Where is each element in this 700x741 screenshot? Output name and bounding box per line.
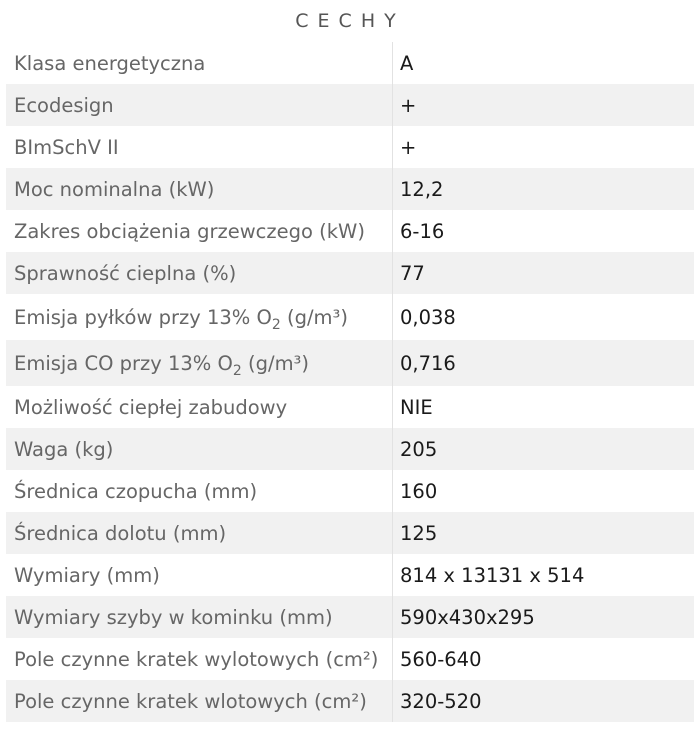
- table-row: [6, 340, 694, 386]
- row-label: Wymiary szyby w kominku (mm): [6, 596, 393, 638]
- row-label-unit: (g/m³): [241, 351, 309, 375]
- row-value: A: [393, 42, 695, 84]
- row-value: 205: [393, 428, 695, 470]
- row-label: Pole czynne kratek wylotowych (cm²): [6, 638, 393, 680]
- row-value: 560-640: [393, 638, 695, 680]
- row-value: 320-520: [393, 680, 695, 722]
- table-row: [6, 210, 694, 252]
- table-row: [6, 294, 694, 340]
- table-row: [6, 126, 694, 168]
- row-label-unit: (g/m³): [280, 305, 348, 329]
- row-label: Moc nominalna (kW): [6, 168, 393, 210]
- row-label: Możliwość ciepłej zabudowy: [6, 386, 393, 428]
- table-row: [6, 168, 694, 210]
- row-label: Średnica czopucha (mm): [6, 470, 393, 512]
- row-label: Średnica dolotu (mm): [6, 512, 393, 554]
- row-label: Pole czynne kratek wlotowych (cm²): [6, 680, 393, 722]
- row-label: [6, 340, 393, 386]
- row-value: 77: [393, 252, 695, 294]
- table-row: [6, 596, 694, 638]
- row-value: 12,2: [393, 168, 695, 210]
- row-value: +: [393, 84, 695, 126]
- row-label: Klasa energetyczna: [6, 42, 393, 84]
- row-value: 125: [393, 512, 695, 554]
- section-heading: CECHY: [295, 10, 405, 32]
- row-label: Waga (kg): [6, 428, 393, 470]
- row-value: 6-16: [393, 210, 695, 252]
- row-value: 0,038: [393, 294, 695, 340]
- row-label-text: Emisja CO przy 13% O: [14, 351, 233, 375]
- row-value: +: [393, 126, 695, 168]
- row-label-subscript: 2: [271, 316, 281, 333]
- table-row: [6, 512, 694, 554]
- row-label: [6, 294, 393, 340]
- table-row: [6, 386, 694, 428]
- row-label: Sprawność cieplna (%): [6, 252, 393, 294]
- table-row: [6, 680, 694, 722]
- features-table: [6, 42, 694, 722]
- table-row: [6, 554, 694, 596]
- row-label: Zakres obciążenia grzewczego (kW): [6, 210, 393, 252]
- table-row: [6, 428, 694, 470]
- row-value: 160: [393, 470, 695, 512]
- table-row: [6, 470, 694, 512]
- table-row: [6, 638, 694, 680]
- row-label: BImSchV II: [6, 126, 393, 168]
- row-label: Wymiary (mm): [6, 554, 393, 596]
- row-value: 0,716: [393, 340, 695, 386]
- row-label: Ecodesign: [6, 84, 393, 126]
- table-row: [6, 252, 694, 294]
- row-value: 814 x 13131 x 514: [393, 554, 695, 596]
- row-value: 590x430x295: [393, 596, 695, 638]
- table-row: [6, 42, 694, 84]
- bottom-spacer: [0, 724, 700, 741]
- table-row: [6, 84, 694, 126]
- row-value: NIE: [393, 386, 695, 428]
- row-label-text: Emisja pyłków przy 13% O: [14, 305, 272, 329]
- row-label-subscript: 2: [232, 362, 242, 379]
